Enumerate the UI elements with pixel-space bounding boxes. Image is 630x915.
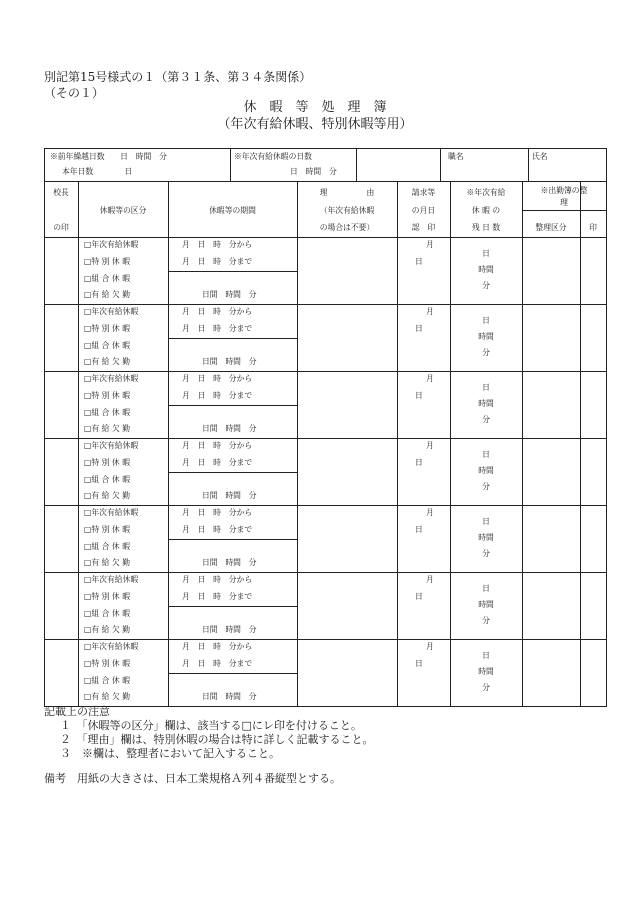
remaining-min: 分 (482, 415, 490, 424)
this-year-days: 本年日数 日 (62, 167, 133, 176)
table-rule (450, 181, 451, 707)
col-principal-seal: 校長 (53, 188, 69, 197)
remaining-hour: 時間 (478, 399, 494, 408)
leave-type-option: □有 給 欠 勤 (84, 357, 130, 367)
period-to: 月 日 時 分まで (182, 323, 253, 333)
request-month: 月 (426, 575, 434, 584)
table-rule (44, 237, 607, 238)
leave-type-option: □有 給 欠 勤 (84, 424, 130, 434)
request-month: 月 (426, 374, 434, 383)
notes-heading: 記載上の注意 (44, 705, 110, 718)
col-request-date: 認 印 (411, 223, 436, 232)
col-reason: 理 由 (319, 188, 375, 197)
period-from: 月 日 時 分から (182, 642, 253, 651)
remaining-day: 日 (482, 584, 490, 593)
remark: 備考 用紙の大きさは、日本工業規格Ａ列４番縦型とする。 (44, 772, 341, 785)
remaining-hour: 時間 (478, 533, 494, 542)
annual-leave-days-units: 日 時間 分 (290, 167, 337, 176)
leave-type-option: □組 合 休 暇 (84, 541, 130, 551)
table-rule (297, 181, 298, 707)
leave-type-option: □組 合 休 暇 (84, 273, 130, 283)
period-from: 月 日 時 分から (182, 441, 253, 450)
annual-leave-days-label: ※年次有給休暇の日数 (234, 152, 312, 161)
col-attendance-book: 理 (560, 198, 568, 207)
table-rule (168, 673, 298, 674)
period-from: 月 日 時 分から (182, 575, 253, 584)
leave-type-option: □特 別 休 暇 (84, 658, 130, 668)
table-rule (44, 304, 607, 305)
remaining-hour: 時間 (478, 667, 494, 676)
table-rule (522, 181, 523, 707)
table-rule (168, 338, 298, 339)
remaining-hour: 時間 (478, 600, 494, 609)
table-rule (168, 405, 298, 406)
table-rule (168, 539, 298, 540)
request-month: 月 (426, 240, 434, 249)
request-month: 月 (426, 642, 434, 651)
table-rule (168, 181, 169, 707)
leave-type-option: □年次有給休暇 (84, 642, 139, 651)
period-to: 月 日 時 分まで (182, 256, 253, 266)
period-duration: 日間 時間 分 (202, 692, 257, 702)
leave-type-option: □特 別 休 暇 (84, 524, 130, 534)
request-day: 日 (415, 323, 423, 333)
remaining-day: 日 (482, 651, 490, 660)
remaining-hour: 時間 (478, 332, 494, 341)
table-rule (168, 606, 298, 607)
col-request-date: 請求等 (411, 188, 436, 197)
table-rule (397, 181, 398, 707)
request-day: 日 (415, 658, 423, 668)
period-to: 月 日 時 分まで (182, 524, 253, 534)
period-to: 月 日 時 分まで (182, 457, 253, 467)
remaining-min: 分 (482, 616, 490, 625)
table-rule (78, 181, 79, 707)
leave-type-option: □年次有給休暇 (84, 307, 139, 316)
request-day: 日 (415, 591, 423, 601)
page-subtitle: （年次有給休暇、特別休暇等用） (217, 117, 413, 132)
remaining-day: 日 (482, 383, 490, 392)
leave-type-option: □組 合 休 暇 (84, 675, 130, 685)
period-duration: 日間 時間 分 (202, 424, 257, 434)
leave-type-option: □年次有給休暇 (84, 441, 139, 450)
col-remaining-days: 休 暇 の (471, 206, 501, 215)
table-rule (44, 639, 607, 640)
remaining-day: 日 (482, 249, 490, 258)
remaining-min: 分 (482, 281, 490, 290)
note-item: １ 「休暇等の区分」欄は、該当する□にレ印を付けること。 (60, 719, 362, 732)
period-duration: 日間 時間 分 (202, 290, 257, 300)
leave-type-option: □組 合 休 暇 (84, 608, 130, 618)
table-rule (522, 210, 607, 211)
col-remaining-days: ※年次有給 (466, 188, 506, 197)
table-rule (580, 181, 581, 707)
period-from: 月 日 時 分から (182, 307, 253, 316)
sheet-number: （その１） (44, 86, 105, 100)
leave-type-option: □有 給 欠 勤 (84, 625, 130, 635)
col-leave-period: 休暇等の期間 (209, 206, 256, 215)
request-day: 日 (415, 390, 423, 400)
period-duration: 日間 時間 分 (202, 625, 257, 635)
form-id: 別記第15号様式の１（第３１条、第３４条関係） (44, 70, 312, 84)
leave-type-option: □年次有給休暇 (84, 240, 139, 249)
table-rule (44, 148, 607, 149)
table-rule (44, 371, 607, 372)
period-from: 月 日 時 分から (182, 374, 253, 383)
table-rule (230, 148, 231, 182)
leave-type-option: □有 給 欠 勤 (84, 491, 130, 501)
table-rule (528, 148, 529, 182)
remaining-min: 分 (482, 482, 490, 491)
remaining-min: 分 (482, 348, 490, 357)
remaining-day: 日 (482, 517, 490, 526)
col-classification: 整理区分 (535, 223, 567, 232)
table-rule (356, 148, 357, 182)
notes-section (44, 705, 374, 761)
remaining-min: 分 (482, 683, 490, 692)
period-to: 月 日 時 分まで (182, 390, 253, 400)
note-item: ２ 「理由」欄は、特別休暇の場合は特に詳しく記載すること。 (60, 733, 374, 746)
request-month: 月 (426, 441, 434, 450)
table-rule (44, 572, 607, 573)
period-duration: 日間 時間 分 (202, 491, 257, 501)
table-rule (44, 505, 607, 506)
leave-type-option: □組 合 休 暇 (84, 407, 130, 417)
col-request-date: の月日 (411, 206, 436, 215)
table-rule (440, 148, 441, 182)
period-duration: 日間 時間 分 (202, 558, 257, 568)
period-duration: 日間 時間 分 (202, 357, 257, 367)
leave-type-option: □特 別 休 暇 (84, 457, 130, 467)
leave-type-option: □特 別 休 暇 (84, 256, 130, 266)
leave-type-option: □組 合 休 暇 (84, 340, 130, 350)
request-month: 月 (426, 508, 434, 517)
leave-type-option: □有 給 欠 勤 (84, 558, 130, 568)
request-day: 日 (415, 524, 423, 534)
leave-type-option: □特 別 休 暇 (84, 390, 130, 400)
leave-type-option: □特 別 休 暇 (84, 591, 130, 601)
period-from: 月 日 時 分から (182, 240, 253, 249)
table-rule (606, 148, 607, 707)
remaining-day: 日 (482, 450, 490, 459)
table-rule (168, 472, 298, 473)
col-principal-seal: の印 (53, 223, 69, 232)
remaining-day: 日 (482, 316, 490, 325)
request-day: 日 (415, 457, 423, 467)
leave-record-table (44, 148, 607, 706)
col-reason: （年次有給休暇 (319, 206, 375, 215)
note-item: ３ ※欄は、整理者において記入すること。 (60, 747, 280, 760)
request-month: 月 (426, 307, 434, 316)
remaining-min: 分 (482, 549, 490, 558)
leave-type-option: □特 別 休 暇 (84, 323, 130, 333)
col-reason: の場合は不要） (319, 223, 375, 232)
leave-type-option: □年次有給休暇 (84, 508, 139, 517)
period-to: 月 日 時 分まで (182, 658, 253, 668)
leave-type-option: □組 合 休 暇 (84, 474, 130, 484)
remaining-hour: 時間 (478, 265, 494, 274)
leave-type-option: □有 給 欠 勤 (84, 692, 130, 702)
prev-year-carryover: ※前年繰越日数 日 時間 分 (50, 152, 167, 161)
request-day: 日 (415, 256, 423, 266)
period-to: 月 日 時 分まで (182, 591, 253, 601)
job-title-label: 職名 (448, 152, 464, 161)
col-seal: 印 (589, 223, 597, 232)
page-title: 休 暇 等 処 理 簿 (243, 100, 387, 115)
table-rule (168, 271, 298, 272)
leave-type-option: □年次有給休暇 (84, 575, 139, 584)
remaining-hour: 時間 (478, 466, 494, 475)
table-rule (44, 438, 607, 439)
leave-type-option: □有 給 欠 勤 (84, 290, 130, 300)
col-leave-type: 休暇等の区分 (99, 206, 147, 215)
name-label: 氏名 (532, 152, 548, 161)
col-attendance-book: ※出勤簿の整 (540, 186, 588, 195)
col-remaining-days: 残 日 数 (471, 223, 501, 232)
period-from: 月 日 時 分から (182, 508, 253, 517)
leave-type-option: □年次有給休暇 (84, 374, 139, 383)
